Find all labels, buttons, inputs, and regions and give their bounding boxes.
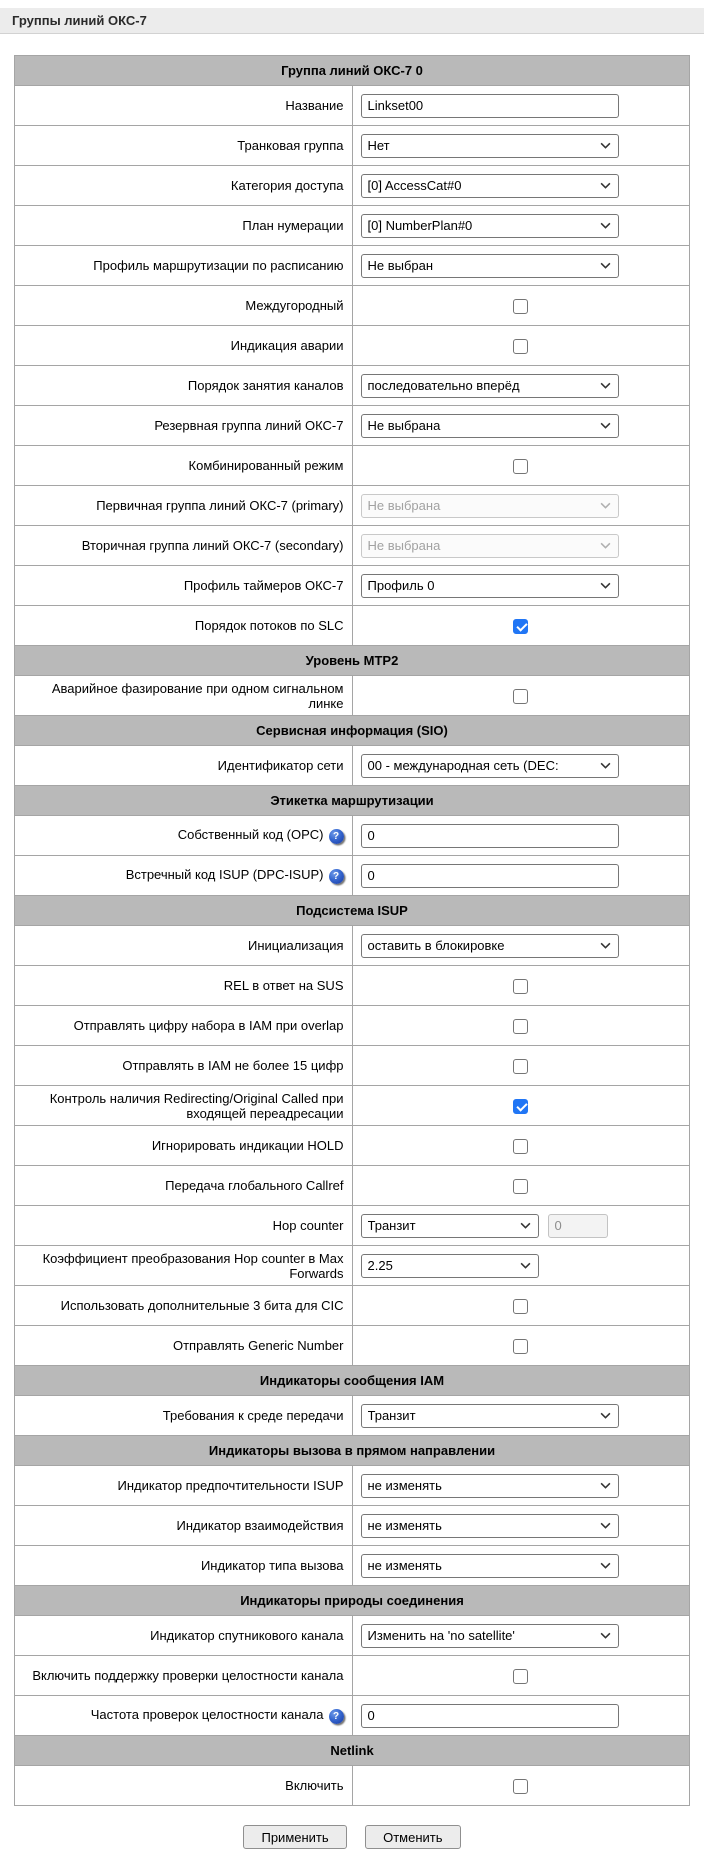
field-label: Включить <box>15 1766 353 1806</box>
table-row <box>15 1286 690 1326</box>
section-header-sio: Сервисная информация (SIO) <box>15 716 690 746</box>
section-header-linkset: Группа линий ОКС-7 0 <box>15 56 690 86</box>
satellite-indicator-select[interactable]: Изменить на 'no satellite' <box>361 1624 619 1648</box>
chevron-down-icon <box>600 542 611 549</box>
field-label: Идентификатор сети <box>15 746 353 786</box>
field-label: Инициализация <box>15 926 353 966</box>
field-label: Индикатор взаимодействия <box>15 1506 353 1546</box>
table-row <box>15 206 690 246</box>
network-indicator-select[interactable]: 00 - международная сеть (DEC: <box>361 754 619 778</box>
table-row <box>15 746 690 786</box>
field-label: План нумерации <box>15 206 353 246</box>
secondary-linkset-select: Не выбрана <box>361 534 619 558</box>
table-row <box>15 1396 690 1436</box>
section-header-iam: Индикаторы сообщения IAM <box>15 1366 690 1396</box>
chevron-down-icon <box>600 262 611 269</box>
chevron-down-icon <box>600 762 611 769</box>
field-label: Название <box>15 86 353 126</box>
reserve-linkset-select[interactable]: Не выбрана <box>361 414 619 438</box>
linkset-settings-table <box>14 55 690 1806</box>
field-label: Резервная группа линий ОКС-7 <box>15 406 353 446</box>
help-icon[interactable]: ? <box>329 869 344 884</box>
chevron-down-icon <box>520 1222 531 1229</box>
section-header-forward-call: Индикаторы вызова в прямом направлении <box>15 1436 690 1466</box>
table-row <box>15 1466 690 1506</box>
trunk-group-select[interactable]: Нет <box>361 134 619 158</box>
chevron-down-icon <box>600 942 611 949</box>
table-row <box>15 1616 690 1656</box>
field-label: Аварийное фазирование при одном сигнальном линке <box>15 676 353 716</box>
combined-mode-checkbox[interactable] <box>513 459 528 474</box>
table-row <box>15 1006 690 1046</box>
chevron-down-icon <box>600 1412 611 1419</box>
field-label: Передача глобального Callref <box>15 1166 353 1206</box>
section-header-routing-label: Этикетка маршрутизации <box>15 786 690 816</box>
table-row <box>15 406 690 446</box>
table-row <box>15 526 690 566</box>
chevron-down-icon <box>600 142 611 149</box>
chevron-down-icon <box>600 502 611 509</box>
section-header-isup: Подсистема ISUP <box>15 896 690 926</box>
table-row <box>15 1506 690 1546</box>
initialization-select[interactable]: оставить в блокировке <box>361 934 619 958</box>
chevron-down-icon <box>600 382 611 389</box>
field-label: Включить поддержку проверки целостности канала <box>15 1656 353 1696</box>
table-row <box>15 446 690 486</box>
slc-stream-order-checkbox[interactable] <box>513 619 528 634</box>
field-label: Первичная группа линий ОКС-7 (primary) <box>15 486 353 526</box>
field-label: Индикатор типа вызова <box>15 1546 353 1586</box>
chevron-down-icon <box>600 182 611 189</box>
field-label: Встречный код ISUP (DPC-ISUP) ? <box>15 856 353 896</box>
global-callref-checkbox[interactable] <box>513 1179 528 1194</box>
iam-max-15-digits-checkbox[interactable] <box>513 1059 528 1074</box>
hop-to-maxforwards-select[interactable]: 2.25 <box>361 1254 539 1278</box>
apply-button[interactable]: Применить <box>243 1825 346 1849</box>
table-row <box>15 856 690 896</box>
table-row <box>15 1166 690 1206</box>
field-label: Вторичная группа линий ОКС-7 (secondary) <box>15 526 353 566</box>
emergency-alignment-checkbox[interactable] <box>513 689 528 704</box>
field-label: Частота проверок целостности канала ? <box>15 1696 353 1736</box>
field-label: Коэффициент преобразования Hop counter в Max Forwards <box>15 1246 353 1286</box>
table-row <box>15 126 690 166</box>
field-label: REL в ответ на SUS <box>15 966 353 1006</box>
field-label: Индикатор предпочтительности ISUP <box>15 1466 353 1506</box>
table-row <box>15 486 690 526</box>
timers-profile-select[interactable]: Профиль 0 <box>361 574 619 598</box>
send-digit-iam-overlap-checkbox[interactable] <box>513 1019 528 1034</box>
field-label: Категория доступа <box>15 166 353 206</box>
table-row <box>15 566 690 606</box>
hop-counter-select[interactable]: Транзит <box>361 1214 539 1238</box>
field-label: Индикатор спутникового канала <box>15 1616 353 1656</box>
netlink-enable-checkbox[interactable] <box>513 1779 528 1794</box>
section-header-nature-of-connection: Индикаторы природы соединения <box>15 1586 690 1616</box>
field-label: Индикация аварии <box>15 326 353 366</box>
dpc-isup-input[interactable] <box>361 864 619 888</box>
continuity-check-rate-input[interactable] <box>361 1704 619 1728</box>
table-row <box>15 606 690 646</box>
field-label: Игнорировать индикации HOLD <box>15 1126 353 1166</box>
table-row <box>15 1206 690 1246</box>
schedule-routing-profile-select[interactable]: Не выбран <box>361 254 619 278</box>
table-row <box>15 246 690 286</box>
page <box>0 8 704 1849</box>
continuity-check-checkbox[interactable] <box>513 1669 528 1684</box>
hop-counter-input <box>548 1214 608 1238</box>
table-row <box>15 326 690 366</box>
numbering-plan-select[interactable]: [0] NumberPlan#0 <box>361 214 619 238</box>
field-label: Отправлять в IAM не более 15 цифр <box>15 1046 353 1086</box>
chevron-down-icon <box>600 1482 611 1489</box>
table-row <box>15 86 690 126</box>
button-bar <box>14 1825 690 1849</box>
table-row <box>15 1246 690 1286</box>
field-label: Порядок потоков по SLC <box>15 606 353 646</box>
access-category-select[interactable]: [0] AccessCat#0 <box>361 174 619 198</box>
alarm-indication-checkbox[interactable] <box>513 339 528 354</box>
page-title: Группы линий ОКС-7 <box>0 8 704 34</box>
chevron-down-icon <box>600 422 611 429</box>
table-row <box>15 286 690 326</box>
field-label: Комбинированный режим <box>15 446 353 486</box>
primary-linkset-select: Не выбрана <box>361 494 619 518</box>
chevron-down-icon <box>600 582 611 589</box>
field-label: Hop counter <box>15 1206 353 1246</box>
send-generic-number-checkbox[interactable] <box>513 1339 528 1354</box>
field-label: Использовать дополнительные 3 бита для CIC <box>15 1286 353 1326</box>
field-label: Транковая группа <box>15 126 353 166</box>
table-row <box>15 676 690 716</box>
field-label: Междугородный <box>15 286 353 326</box>
field-label: Профиль маршрутизации по расписанию <box>15 246 353 286</box>
extra-3bits-cic-checkbox[interactable] <box>513 1299 528 1314</box>
section-header-netlink: Netlink <box>15 1736 690 1766</box>
ignore-hold-checkbox[interactable] <box>513 1139 528 1154</box>
table-row <box>15 1656 690 1696</box>
table-row <box>15 1086 690 1126</box>
call-type-select[interactable]: не изменять <box>361 1554 619 1578</box>
table-row <box>15 816 690 856</box>
transmission-medium-select[interactable]: Транзит <box>361 1404 619 1428</box>
field-label: Собственный код (OPC) ? <box>15 816 353 856</box>
interworking-select[interactable]: не изменять <box>361 1514 619 1538</box>
section-header-mtp2: Уровень MTP2 <box>15 646 690 676</box>
field-label: Требования к среде передачи <box>15 1396 353 1436</box>
cancel-button[interactable]: Отменить <box>365 1825 460 1849</box>
table-row <box>15 366 690 406</box>
redirecting-control-checkbox[interactable] <box>513 1099 528 1114</box>
help-icon[interactable]: ? <box>329 1709 344 1724</box>
name-input[interactable] <box>361 94 619 118</box>
chevron-down-icon <box>600 1632 611 1639</box>
chevron-down-icon <box>600 1522 611 1529</box>
table-row <box>15 966 690 1006</box>
field-label: Отправлять цифру набора в IAM при overlap <box>15 1006 353 1046</box>
table-row <box>15 1046 690 1086</box>
chevron-down-icon <box>600 1562 611 1569</box>
table-row <box>15 1126 690 1166</box>
field-label: Отправлять Generic Number <box>15 1326 353 1366</box>
isup-preference-select[interactable]: не изменять <box>361 1474 619 1498</box>
help-icon[interactable]: ? <box>329 829 344 844</box>
field-label: Контроль наличия Redirecting/Original Called при входящей переадресации <box>15 1086 353 1126</box>
chevron-down-icon <box>600 222 611 229</box>
chevron-down-icon <box>520 1262 531 1269</box>
channel-seizure-order-select[interactable]: последовательно вперёд <box>361 374 619 398</box>
table-row <box>15 1766 690 1806</box>
table-row <box>15 166 690 206</box>
table-row <box>15 926 690 966</box>
field-label: Порядок занятия каналов <box>15 366 353 406</box>
intercity-checkbox[interactable] <box>513 299 528 314</box>
opc-input[interactable] <box>361 824 619 848</box>
field-label: Профиль таймеров ОКС-7 <box>15 566 353 606</box>
table-row <box>15 1326 690 1366</box>
table-row <box>15 1546 690 1586</box>
rel-on-sus-checkbox[interactable] <box>513 979 528 994</box>
table-row <box>15 1696 690 1736</box>
